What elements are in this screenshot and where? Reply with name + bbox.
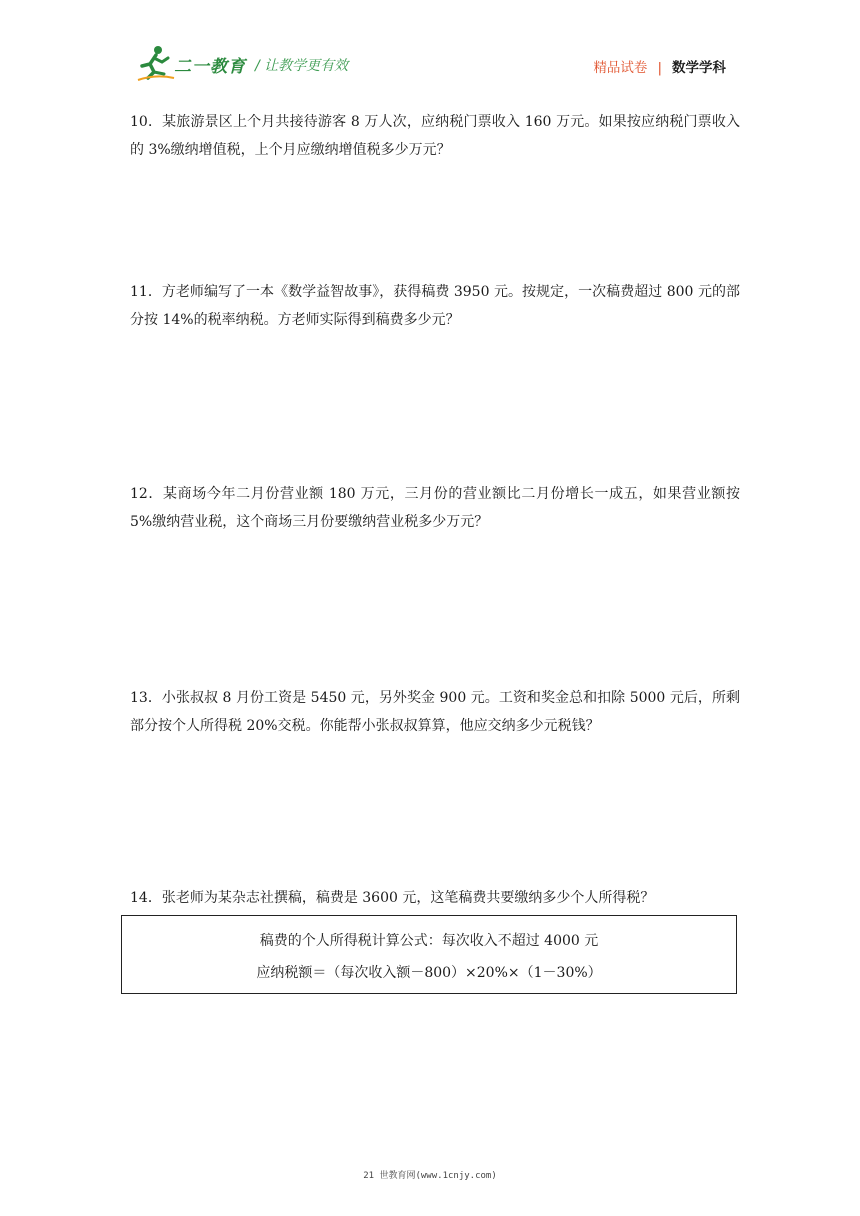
question-10: 10．某旅游景区上个月共接待游客 8 万人次，应纳税门票收入 160 万元。如果按应纳税门票收入的 3%缴纳增值税，上个月应缴纳增值税多少万元？ (130, 114, 740, 158)
header-right (593, 56, 726, 76)
question-13: 13．小张叔叔 8 月份工资是 5450 元，另外奖金 900 元。工资和奖金总和扣除 5000 元后，所剩部分按个人所得税 20%交税。你能帮小张叔叔算算，他应交纳多少元税钱？ (130, 690, 740, 734)
formula-condition: 稿费的个人所得税计算公式：每次收入不超过 4000 元 (259, 933, 599, 949)
formula-expression: 应纳税额＝（每次收入额－800）×20%×（1－30%） (256, 965, 602, 981)
page-footer: 21 世教育网(www.1cnjy.com) (363, 1171, 497, 1181)
subject-label: 数学学科 (672, 60, 726, 76)
paper-tag: 精品试卷 (593, 60, 648, 76)
logo-text: 二一教育 (174, 57, 246, 77)
tax-formula-box (121, 915, 737, 994)
header-separator: | (657, 60, 662, 76)
runner-logo-icon (136, 44, 176, 82)
question-12: 12．某商场今年二月份营业额 180 万元，三月份的营业额比二月份增长一成五，如果营业额按 5%缴纳营业税，这个商场三月份要缴纳营业税多少万元？ (130, 486, 740, 530)
slogan: / 让教学更有效 (255, 58, 349, 74)
question-11: 11．方老师编写了一本《数学益智故事》，获得稿费 3950 元。按规定，一次稿费超过 800 元的部分按 14%的税率纳税。方老师实际得到稿费多少元？ (130, 284, 740, 328)
brand-logo (136, 44, 246, 82)
page-header (0, 0, 860, 90)
question-14: 14．张老师为某杂志社撰稿，稿费是 3600 元，这笔稿费共要缴纳多少个人所得税？ (130, 890, 655, 906)
